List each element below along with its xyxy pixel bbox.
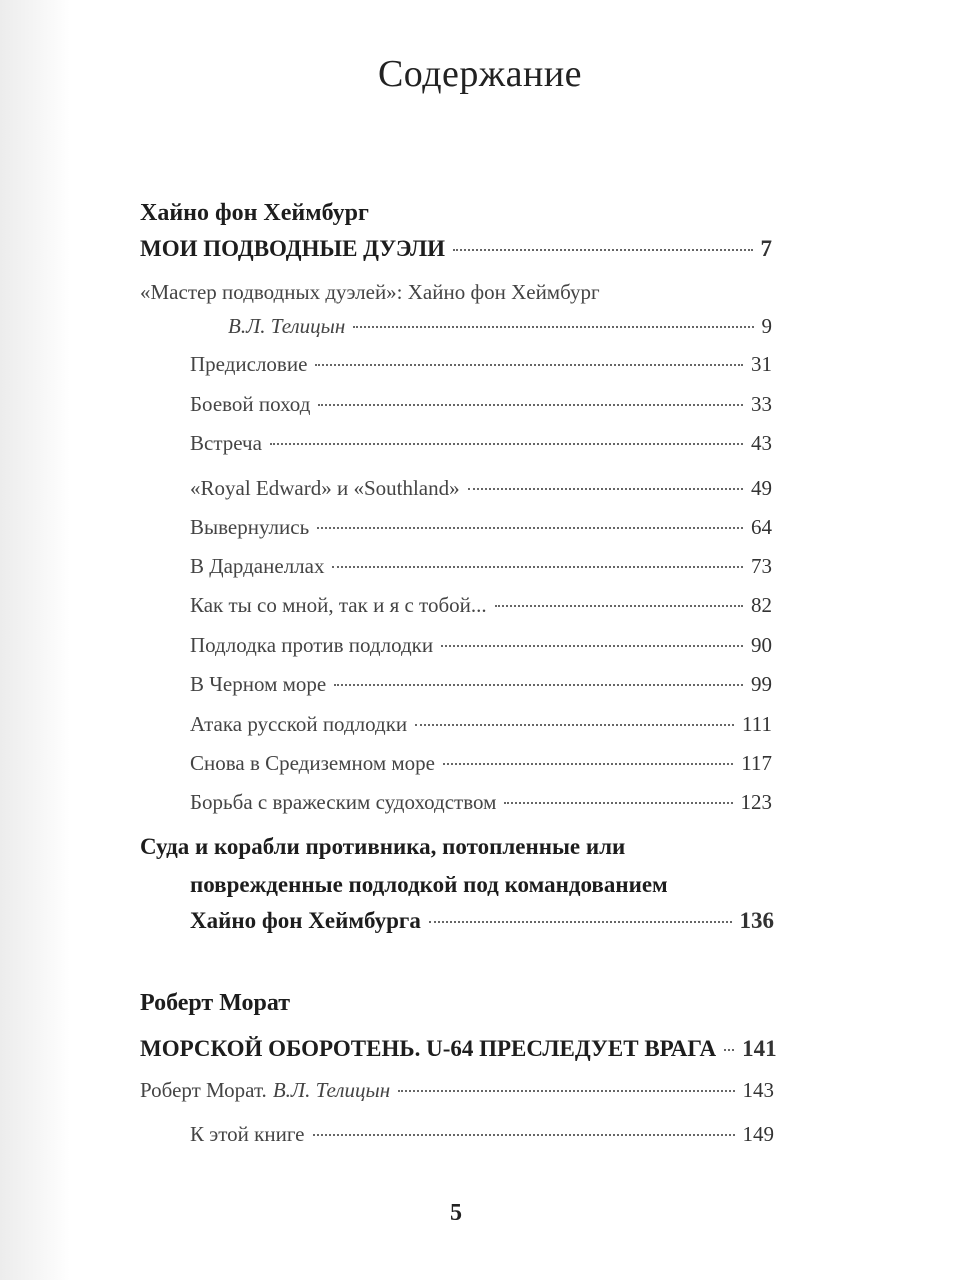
toc-chapter-title: Снова в Средиземном море xyxy=(190,751,435,775)
toc-entry-intro-2[interactable] xyxy=(140,1078,774,1103)
toc-leader xyxy=(317,527,743,529)
toc-chapter-row[interactable] xyxy=(190,392,772,417)
page-edge-shadow xyxy=(0,0,70,1280)
toc-entry-page: 7 xyxy=(760,236,772,261)
toc-chapter-page: 111 xyxy=(742,712,772,736)
toc-chapter-title: Борьба с вражеским судоходством xyxy=(190,790,497,814)
toc-leader xyxy=(724,1049,734,1051)
toc-chapter-page: 64 xyxy=(751,515,772,539)
toc-entry-book-2[interactable] xyxy=(140,1036,777,1062)
page-number: 5 xyxy=(450,1200,462,1226)
toc-intro-title: «Мастер подводных дуэлей»: Хайно фон Хеймбург xyxy=(140,280,600,304)
toc-chapter-page: 33 xyxy=(751,392,772,416)
toc-chapter-row[interactable] xyxy=(190,1122,774,1147)
toc-chapter-page: 117 xyxy=(741,751,772,775)
toc-entry-author: В.Л. Телицын xyxy=(272,1078,391,1102)
toc-chapter-page: 43 xyxy=(751,431,772,455)
toc-entry-page: 143 xyxy=(742,1078,774,1102)
toc-chapter-title: К этой книге xyxy=(190,1122,305,1146)
toc-entry-book-1[interactable] xyxy=(140,236,772,262)
toc-leader xyxy=(441,645,743,647)
toc-leader xyxy=(332,566,743,568)
toc-entry-page: 141 xyxy=(742,1036,777,1061)
toc-chapter-page: 90 xyxy=(751,633,772,657)
toc-chapter-page: 31 xyxy=(751,352,772,376)
toc-chapter-title: Атака русской подлодки xyxy=(190,712,408,736)
appendix-title-line-1: Суда и корабли противника, потопленные или xyxy=(140,834,626,859)
author-morat: Роберт Морат xyxy=(140,990,291,1016)
toc-chapter-page: 82 xyxy=(751,593,772,617)
toc-leader xyxy=(453,249,752,251)
toc-leader xyxy=(318,404,743,406)
toc-leader xyxy=(468,488,743,490)
toc-chapter-row[interactable] xyxy=(190,790,772,815)
toc-entry-page: 9 xyxy=(761,314,772,338)
toc-chapter-title: Вывернулись xyxy=(190,515,310,539)
toc-chapter-title: В Дарданеллах xyxy=(190,554,325,578)
toc-chapter-row[interactable] xyxy=(190,476,772,501)
toc-chapter-row[interactable] xyxy=(190,593,772,618)
toc-chapter-row[interactable] xyxy=(190,431,772,456)
toc-entry-title: МОИ ПОДВОДНЫЕ ДУЭЛИ xyxy=(140,236,446,261)
toc-leader xyxy=(495,605,743,607)
toc-entry-appendix[interactable] xyxy=(190,908,774,934)
toc-entry-intro-1[interactable] xyxy=(228,314,772,339)
author-heimburg: Хайно фон Хеймбург xyxy=(140,200,369,226)
toc-chapter-title: «Royal Edward» и «Southland» xyxy=(190,476,460,500)
toc-leader xyxy=(443,763,733,765)
toc-chapter-title: В Черном море xyxy=(190,672,327,696)
toc-chapter-page: 123 xyxy=(740,790,772,814)
toc-chapter-title: Боевой поход xyxy=(190,392,311,416)
toc-leader xyxy=(334,684,743,686)
toc-chapter-row[interactable] xyxy=(190,352,772,377)
toc-chapter-title: Как ты со мной, так и я с тобой... xyxy=(190,593,487,617)
toc-chapter-page: 149 xyxy=(742,1122,774,1146)
toc-entry-title: Хайно фон Хеймбурга xyxy=(190,908,421,933)
toc-entry-title: Роберт Морат. xyxy=(140,1078,267,1102)
toc-leader xyxy=(398,1090,734,1092)
toc-leader xyxy=(429,921,732,923)
toc-leader xyxy=(353,326,753,328)
toc-chapter-title: Подлодка против подлодки xyxy=(190,633,434,657)
toc-chapter-row[interactable] xyxy=(190,554,772,579)
toc-chapter-page: 49 xyxy=(751,476,772,500)
toc-chapter-row[interactable] xyxy=(190,515,772,540)
page-title: Содержание xyxy=(377,53,583,95)
toc-leader xyxy=(270,443,743,445)
toc-leader xyxy=(504,802,732,804)
toc-chapter-page: 73 xyxy=(751,554,772,578)
toc-chapter-row[interactable] xyxy=(190,672,772,697)
toc-entry-author: В.Л. Телицын xyxy=(228,314,346,338)
toc-leader xyxy=(313,1134,735,1136)
toc-chapter-row[interactable] xyxy=(190,751,772,776)
toc-chapter-row[interactable] xyxy=(190,712,772,737)
toc-entry-page: 136 xyxy=(739,908,774,933)
toc-entry-title: МОРСКОЙ ОБОРОТЕНЬ. U-64 ПРЕСЛЕДУЕТ ВРАГА xyxy=(140,1036,717,1061)
toc-chapter-title: Предисловие xyxy=(190,352,308,376)
toc-chapter-title: Встреча xyxy=(190,431,262,455)
toc-chapter-page: 99 xyxy=(751,672,772,696)
toc-leader xyxy=(315,364,743,366)
appendix-title-line-2: поврежденные подлодкой под командованием xyxy=(190,872,668,897)
toc-leader xyxy=(415,724,734,726)
toc-chapter-row[interactable] xyxy=(190,633,772,658)
